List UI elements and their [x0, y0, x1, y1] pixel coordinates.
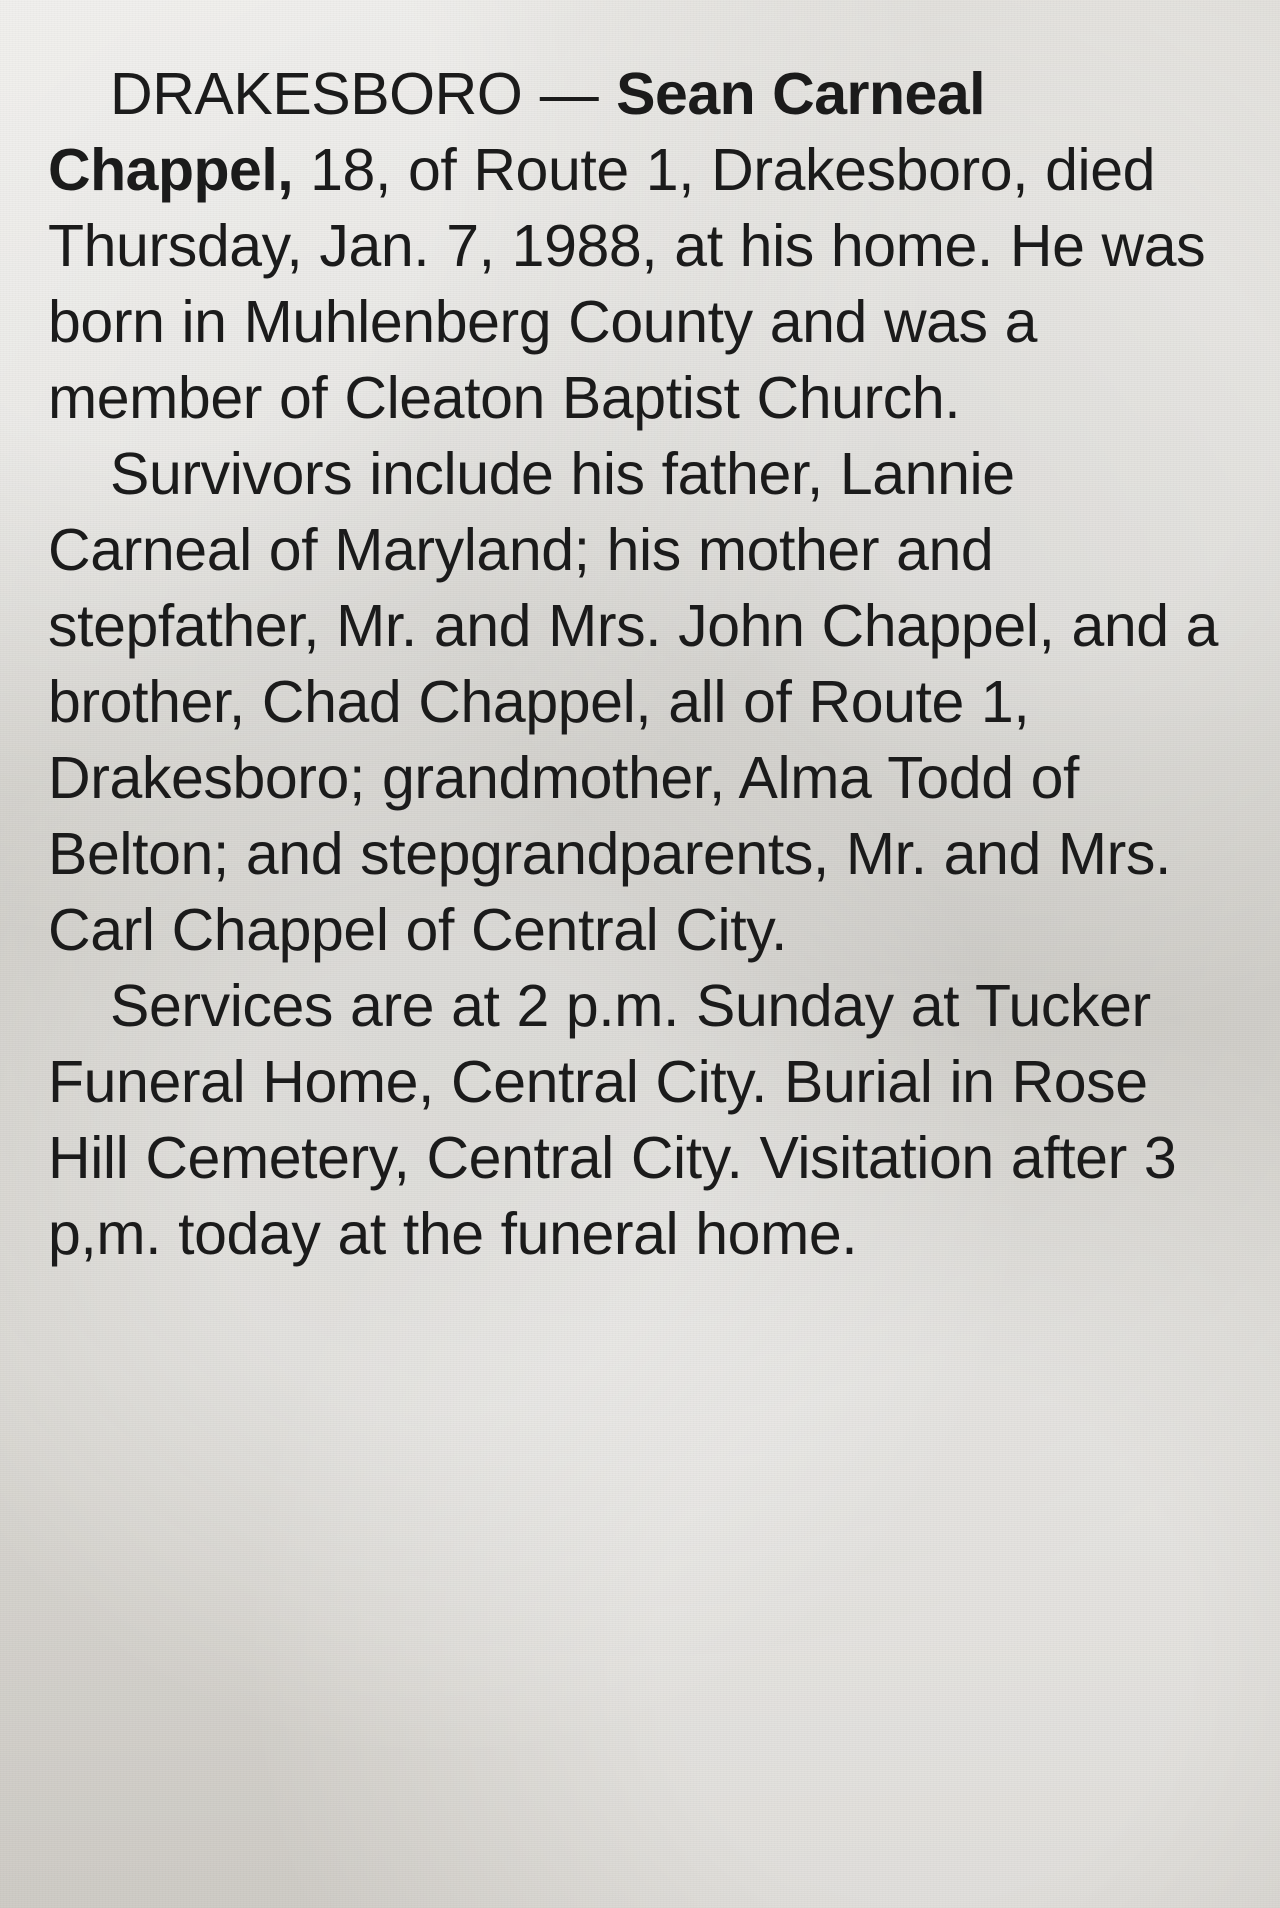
services-paragraph: Services are at 2 p.m. Sunday at Tucker Funeral Home, Central City. Burial in Rose Hill Cemetery, Central City. Visitation after 3 p,m. today at the funeral home. [48, 973, 1177, 1267]
lead-body-text: 18, of Route 1, Drakesboro, died Thursday, Jan. 7, 1988, at his home. He was born in Muhlenberg County and was a member of Cleaton Baptist Church. [48, 137, 1206, 431]
obituary-article [48, 56, 1220, 1272]
dateline: DRAKESBORO [110, 61, 523, 127]
obituary-lead-paragraph [48, 56, 1220, 436]
deceased-name: Sean Carneal Chappel, [48, 61, 986, 203]
dateline-dash: — [522, 61, 617, 127]
survivors-paragraph: Survivors include his father, Lannie Carneal of Maryland; his mother and stepfather, Mr. and Mrs. John Chappel, and a brother, Chad Chappel, all of Route 1, Drakesboro; grandmother, Alma Todd of Belton; and stepgrandparents, Mr. and Mrs. Carl Chappel of Central City. [48, 441, 1219, 963]
